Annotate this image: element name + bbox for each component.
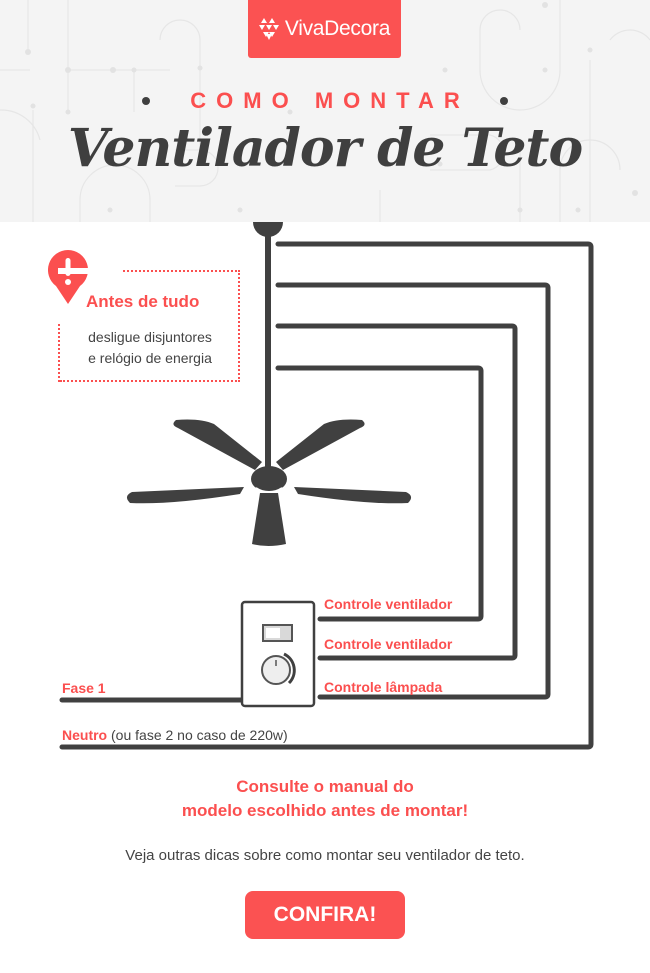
warning-body xyxy=(60,327,240,369)
manual-line-1: Consulte o manual do xyxy=(236,777,414,796)
label-neutral-note: (ou fase 2 no caso de 220w) xyxy=(111,727,288,743)
header xyxy=(0,0,650,222)
manual-line-2: modelo escolhido antes de montar! xyxy=(181,801,469,820)
warning-line-2: e relógio de energia xyxy=(88,350,212,366)
page-title: Ventilador de Teto xyxy=(67,118,583,179)
manual-notice xyxy=(0,775,650,823)
kicker xyxy=(0,88,650,114)
warning-line-1: desligue disjuntores xyxy=(88,329,212,345)
label-neutral-main: Neutro xyxy=(62,727,108,743)
kicker-text: COMO MONTAR xyxy=(190,88,470,113)
label-phase: Fase 1 xyxy=(62,680,106,696)
switch-dimmer-icon xyxy=(242,602,314,706)
bullet-dot-left xyxy=(142,97,150,105)
diamond-triangles-icon xyxy=(259,18,279,40)
bullet-dot-right xyxy=(500,97,508,105)
warning-title: Antes de tudo xyxy=(86,292,200,311)
label-fan-control-1: Controle ventilador xyxy=(324,596,453,612)
label-lamp-control: Controle lâmpada xyxy=(324,679,443,695)
brand-name: VivaDecora xyxy=(284,17,391,40)
label-neutral xyxy=(62,727,288,743)
label-fan-control-2: Controle ventilador xyxy=(324,636,453,652)
tip-text: Veja outras dicas sobre como montar seu ventilador de teto. xyxy=(125,847,525,864)
vivadecora-logo[interactable] xyxy=(248,0,401,58)
confira-button[interactable]: CONFIRA! xyxy=(245,891,405,939)
